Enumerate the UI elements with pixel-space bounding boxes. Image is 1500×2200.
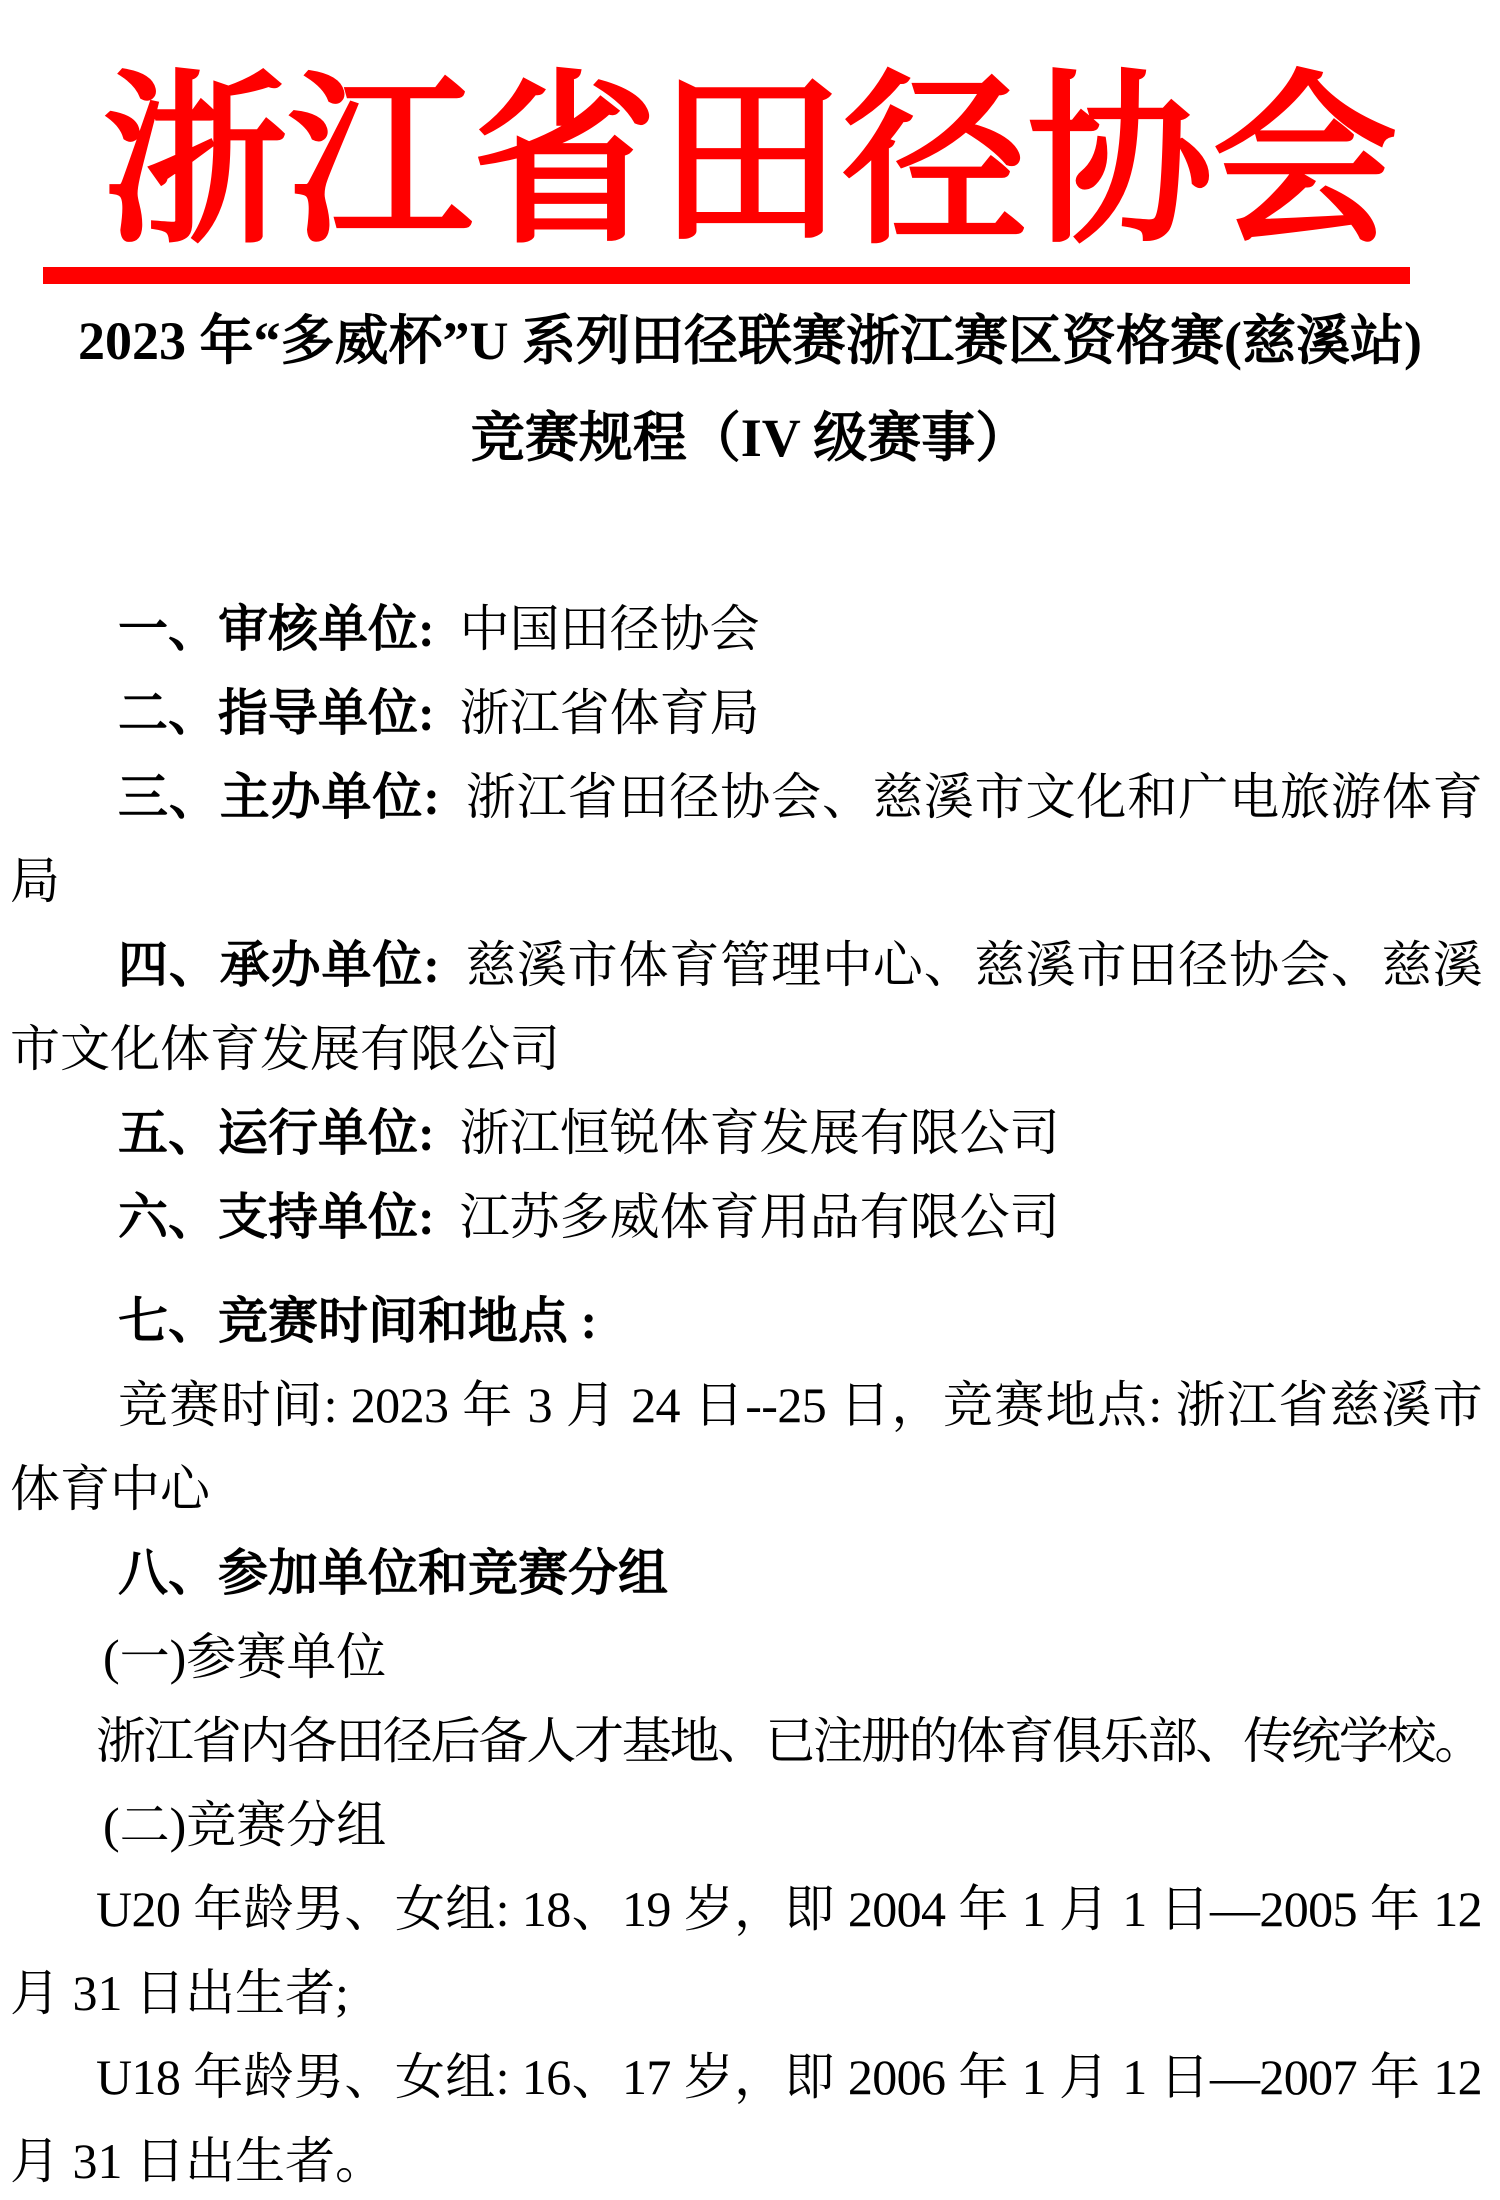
- line-item-guidance-unit: [10, 671, 1482, 755]
- item-value: 中国田径协会: [459, 601, 760, 657]
- line-item-support-unit: [10, 1175, 1482, 1259]
- line-cont-time-place: 体育中心: [10, 1461, 210, 1517]
- item-value: 江苏多威体育用品有限公司: [459, 1189, 1060, 1245]
- line-item-organizer-unit: [10, 923, 1482, 1007]
- document-body: [10, 587, 1482, 2200]
- line-item-operating-unit: [10, 1091, 1482, 1175]
- item-label: 六、支持单位:: [118, 1189, 435, 1245]
- item-value: 浙江省田径协会、慈溪市文化和广电旅游体育: [464, 769, 1482, 825]
- org-title: 浙江省田径协会: [102, 61, 1398, 266]
- line-para-u18-group: U18 年龄男、女组: 16、17 岁，即 2006 年 1 月 1 日—2007 年 12: [96, 2049, 1482, 2105]
- doc-title-line1: 2023 年“多威杯”U 系列田径联赛浙江赛区资格赛(慈溪站): [78, 311, 1422, 371]
- line-item-host-unit: [10, 755, 1482, 839]
- line-para-participating-units: 浙江省内各田径后备人才基地、已注册的体育俱乐部、传统学校。: [96, 1713, 1482, 1769]
- line-sub-competition-groups: (二)竞赛分组: [103, 1797, 387, 1853]
- item-label: 五、运行单位:: [118, 1105, 435, 1161]
- item-label: 四、承办单位:: [118, 937, 440, 993]
- line-para-time-place: 竞赛时间: 2023 年 3 月 24 日--25 日，竞赛地点: 浙江省慈溪市: [118, 1377, 1482, 1433]
- line-heading-participants-groups: 八、参加单位和竞赛分组: [118, 1545, 668, 1601]
- line-item-review-unit: [10, 587, 1482, 671]
- item-label: 三、主办单位:: [118, 769, 440, 825]
- line-heading-time-place: 七、竞赛时间和地点 :: [118, 1293, 598, 1349]
- item-label: 二、指导单位:: [118, 685, 435, 741]
- line-cont-host-unit: 局: [10, 853, 60, 909]
- item-label: 一、审核单位:: [118, 601, 435, 657]
- item-value: 浙江省体育局: [459, 685, 760, 741]
- red-divider-rule: [43, 267, 1410, 284]
- item-value: 浙江恒锐体育发展有限公司: [459, 1105, 1060, 1161]
- line-cont-u20-group: 月 31 日出生者;: [10, 1965, 349, 2021]
- item-value: 慈溪市体育管理中心、慈溪市田径协会、慈溪: [464, 937, 1482, 993]
- line-sub-participating-units: (一)参赛单位: [103, 1629, 387, 1685]
- line-para-u20-group: U20 年龄男、女组: 18、19 岁，即 2004 年 1 月 1 日—2005 年 12: [96, 1881, 1482, 1937]
- line-cont-organizer-unit: 市文化体育发展有限公司: [10, 1021, 560, 1077]
- line-cont-u18-group: 月 31 日出生者。: [10, 2133, 385, 2189]
- doc-title-line2: 竞赛规程（IV 级赛事）: [470, 408, 1030, 468]
